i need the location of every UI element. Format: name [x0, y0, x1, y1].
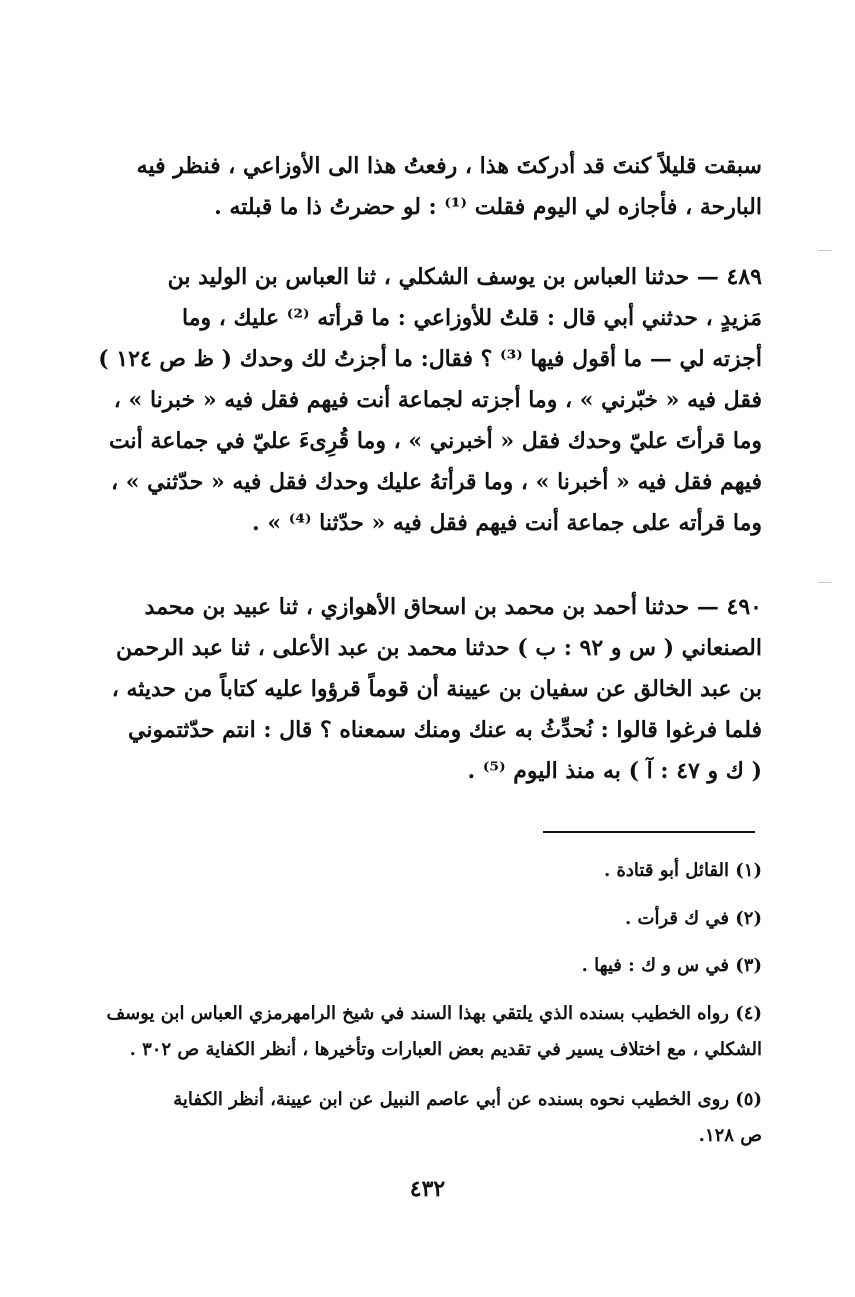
text-line: ٤٩٠ — حدثنا أحمد بن محمد بن اسحاق الأهوازي ، ثنا عبيد بن محمد	[144, 594, 762, 620]
scan-mark	[818, 250, 832, 251]
footnote-line: (٣) في س و ك : فيها .	[581, 955, 762, 976]
text-line: ٤٨٩ — حدثنا العباس بن يوسف الشكلي ، ثنا العباس بن الوليد بن	[167, 264, 762, 290]
text-line: وما قرأتَ عليّ وحدك فقل « أخبرني » ، وما قُرِىءَ عليّ في جماعة أنت	[108, 428, 762, 454]
footnote-line: الشكلي ، مع اختلاف يسير في تقديم بعض العبارات وتأخيرها ، أنظر الكفاية ص ٣٠٢ .	[129, 1039, 762, 1060]
text-line: فقل فيه « خبّرني » ، وما أجزته لجماعة أنت فيهم فقل فيه « خبرنا » ،	[113, 387, 762, 413]
text-line: البارحة ، فأجازه لي اليوم فقلت ⁽¹⁾ : لو حضرتُ ذا ما قبلته .	[214, 194, 762, 220]
footnote-separator	[543, 831, 755, 833]
paragraph-490	[95, 587, 762, 792]
text-line: ( ك و ٤٧ : آ ) به منذ اليوم ⁽⁵⁾ .	[467, 758, 762, 784]
footnote-3	[95, 948, 762, 984]
footnote-line: (١) القائل أبو قتادة .	[603, 860, 762, 881]
footnote-4	[95, 996, 762, 1068]
text-line: بن عبد الخالق عن سفيان بن عيينة أن قوماً قرؤوا عليه كتاباً من حديثه ،	[111, 676, 762, 702]
footnote-line: ص ١٢٨.	[698, 1125, 762, 1146]
footnote-1	[95, 853, 762, 889]
footnote-line: (٥) روى الخطيب نحوه بسنده عن أبي عاصم النبيل عن ابن عيينة، أنظر الكفاية	[173, 1089, 762, 1110]
scan-mark	[818, 582, 832, 583]
footnote-line: (٤) رواه الخطيب بسنده الذي يلتقي بهذا السند في شيخ الرامهرمزي العباس ابن يوسف	[106, 1003, 762, 1024]
text-line: وما قرأته على جماعة أنت فيهم فقل فيه « حدّثنا ⁽⁴⁾ » .	[252, 510, 762, 536]
text-line: الصنعاني ( س و ٩٢ : ب ) حدثنا محمد بن عبد الأعلى ، ثنا عبد الرحمن	[116, 635, 762, 661]
paragraph-continuation	[95, 146, 762, 228]
text-line: فلما فرغوا قالوا : نُحدِّثُ به عنك ومنك سمعناه ؟ قال : انتم حدّثتموني	[128, 717, 762, 743]
page-number: ٤٣٢	[409, 1176, 446, 1202]
footnote-5	[95, 1082, 762, 1154]
footnote-2	[95, 901, 762, 937]
paragraph-489	[95, 257, 762, 544]
text-line: مَزيدٍ ، حدثني أبي قال : قلتُ للأوزاعي : ما قرأته ⁽²⁾ عليك ، وما	[182, 305, 762, 331]
text-line: فيهم فقل فيه « أخبرنا » ، وما قرأتهُ عليك وحدك فقل فيه « حدّثني » ،	[110, 469, 762, 495]
text-line: سبقت قليلاً كنتَ قد أدركتَ هذا ، رفعتُ هذا الى الأوزاعي ، فنظر فيه	[136, 153, 762, 179]
text-line: أجزته لي — ما أقول فيها ⁽³⁾ ؟ فقال: ما أجزتُ لك وحدك ( ظ ص ١٢٤ )	[98, 346, 762, 372]
footnote-line: (٢) في ك قرأت .	[625, 908, 762, 929]
